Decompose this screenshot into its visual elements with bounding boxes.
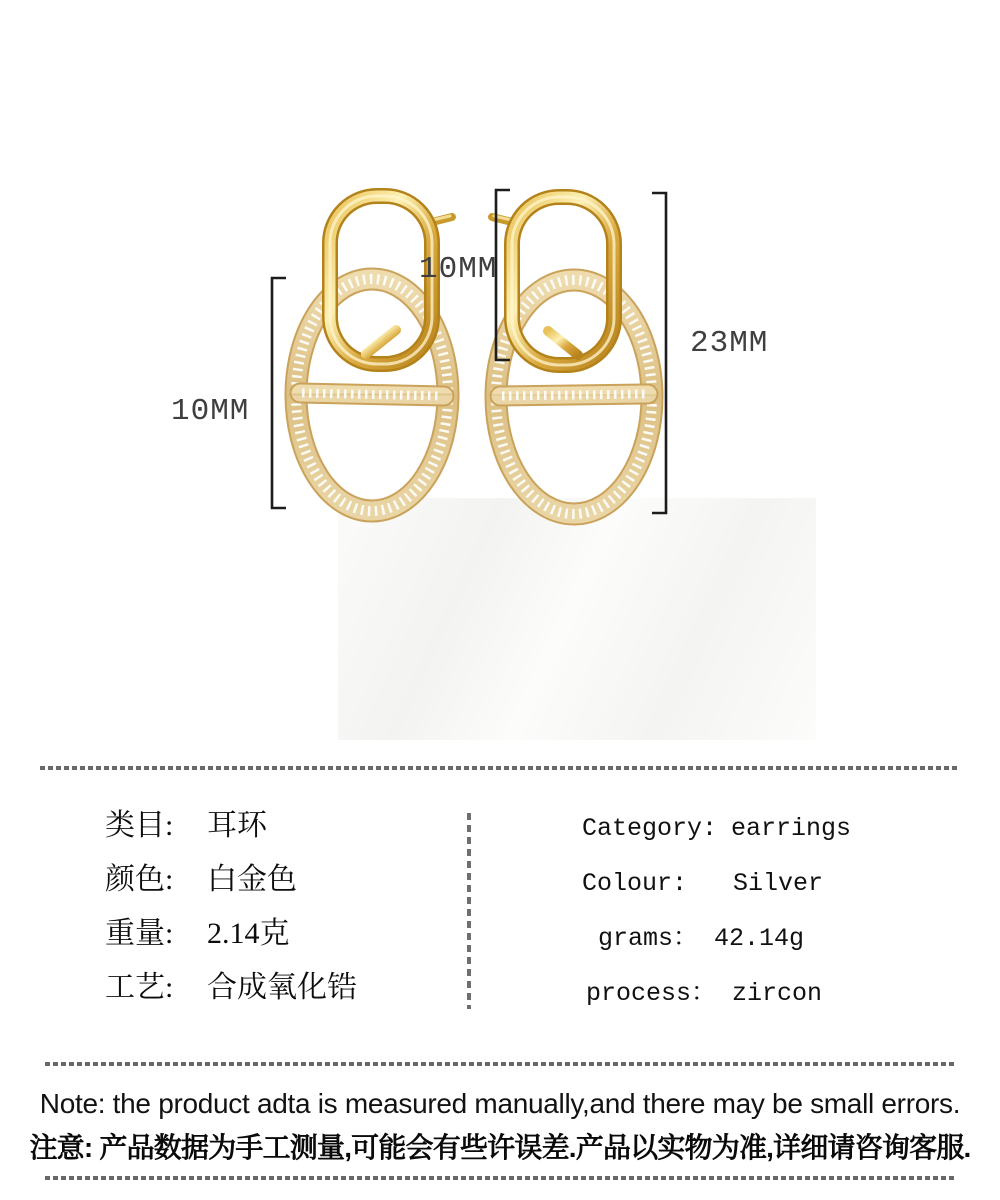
spec-value: zircon [732, 979, 823, 1008]
spec-row-colour-zh [105, 864, 357, 895]
spec-label: process： [586, 979, 717, 1008]
dimension-label-hoop: 10MM [419, 252, 498, 287]
earring-left [296, 196, 452, 511]
dashed-divider-top [40, 766, 960, 770]
spec-table-chinese [105, 810, 357, 1003]
spec-row-colour-en [582, 871, 851, 897]
spec-value: 2.14克 [207, 917, 290, 950]
dashed-divider-middle [45, 1062, 957, 1066]
spec-label: Category: [582, 814, 718, 843]
bracket-left-pendant [272, 278, 286, 508]
spec-label: 颜色: [105, 863, 174, 896]
spec-label: grams： [598, 924, 699, 953]
spec-value: 合成氧化锆 [207, 971, 357, 1004]
spec-row-weight-zh [105, 918, 357, 949]
dimension-label-total: 23MM [690, 326, 769, 361]
spec-value: earrings [731, 814, 852, 843]
spec-value: 白金色 [207, 863, 297, 896]
spec-value: Silver [733, 869, 824, 898]
spec-row-grams-en [582, 926, 851, 952]
spec-row-category-en [582, 816, 851, 842]
note-chinese: 注意: 产品数据为手工测量,可能会有些许误差.产品以实物为准,详细请咨询客服. [29, 1132, 971, 1163]
dimension-label-pendant: 10MM [171, 394, 250, 429]
note-english: Note: the product adta is measured manually,and there may be small errors. [39, 1088, 961, 1119]
dashed-divider-bottom [45, 1176, 957, 1180]
spec-value: 42.14g [714, 924, 805, 953]
spec-label: 工艺: [105, 971, 174, 1004]
earrings-product-photo [0, 150, 1000, 570]
spec-row-process-zh [105, 972, 357, 1003]
spec-label: 重量: [105, 917, 174, 950]
earring-right [492, 197, 652, 514]
spec-value: 耳环 [207, 809, 267, 842]
spec-row-category-zh [105, 810, 357, 841]
spec-table-english [582, 816, 851, 1007]
dashed-divider-vertical [467, 813, 471, 1009]
spec-label: 类目: [105, 809, 174, 842]
spec-row-process-en [582, 981, 851, 1007]
spec-label: Colour: [582, 869, 688, 898]
